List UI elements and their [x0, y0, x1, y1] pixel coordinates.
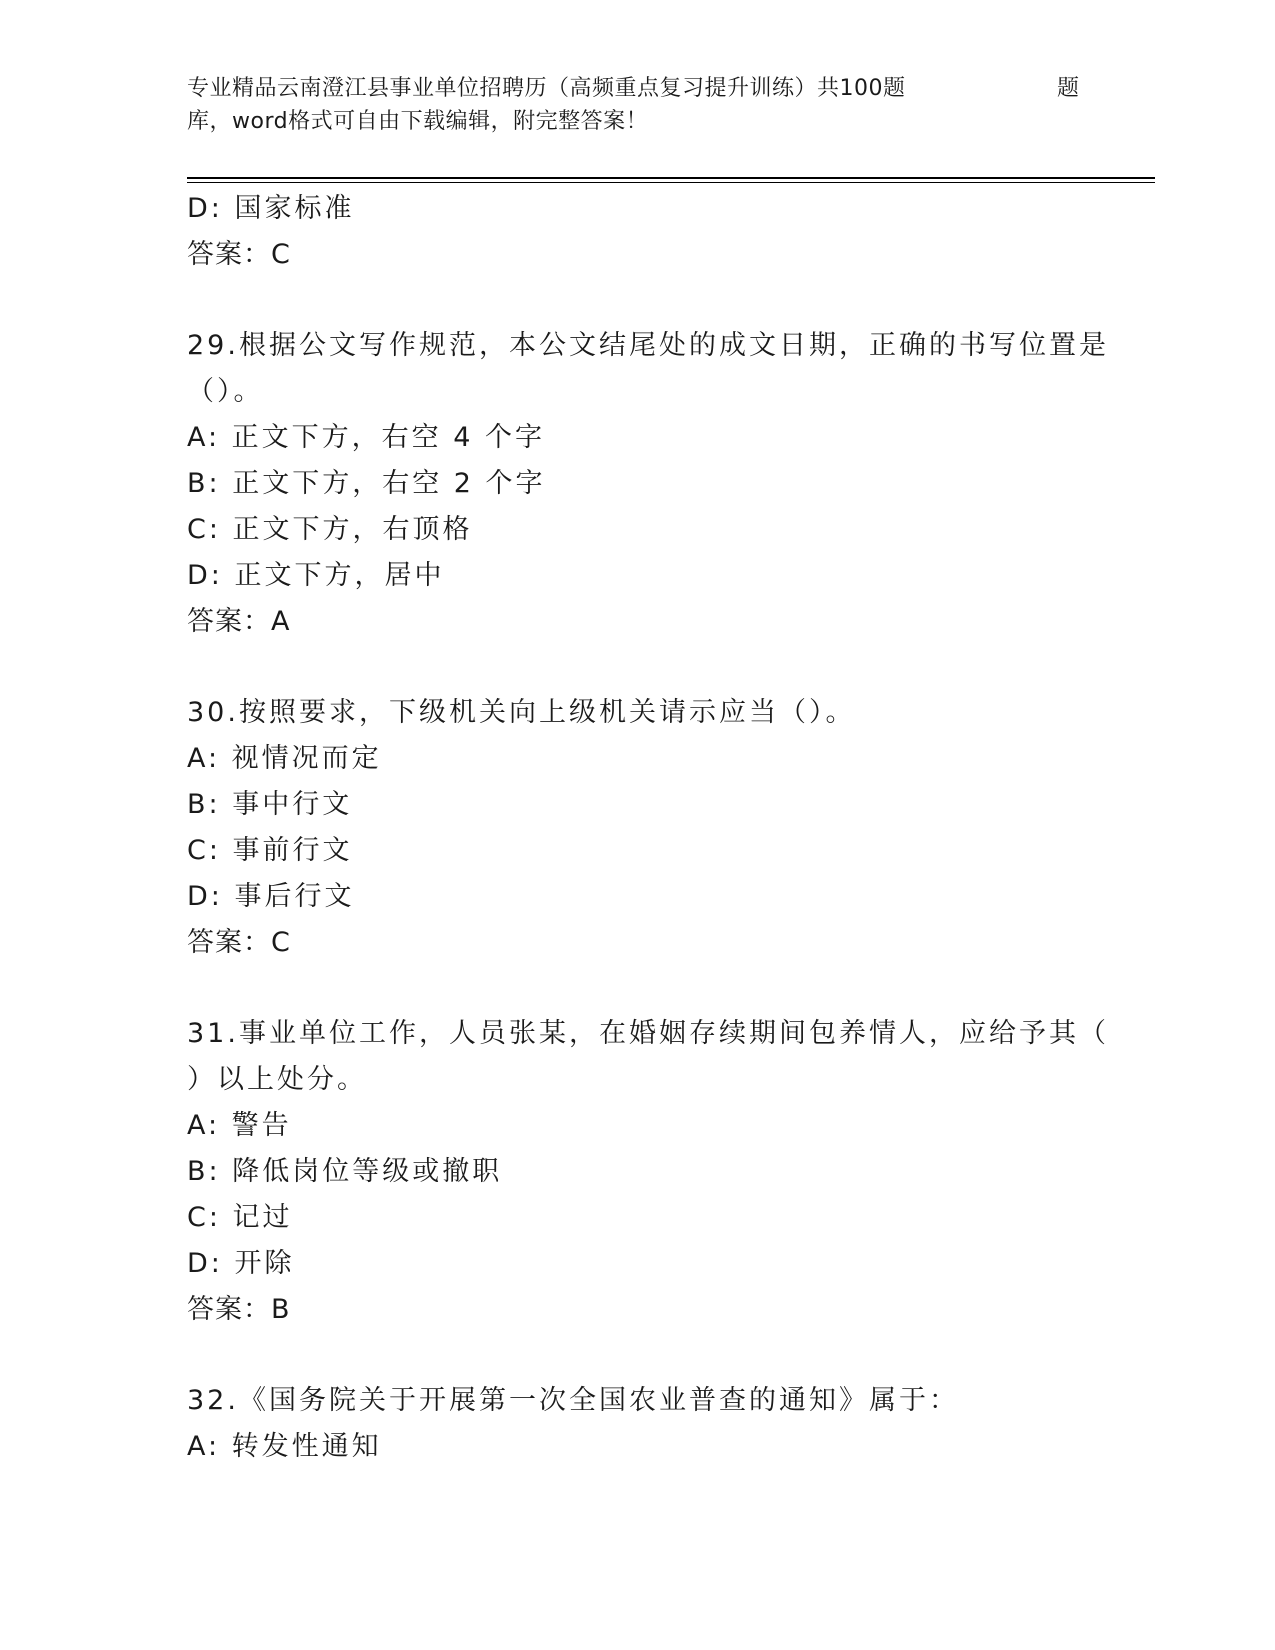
spacer [187, 1333, 1087, 1378]
spacer [187, 278, 1087, 323]
option-a: A: 视情况而定 [187, 743, 382, 774]
option-a: A: 正文下方，右空 4 个字 [187, 422, 546, 453]
question-block-31 [187, 1011, 1109, 1333]
option-c: C: 记过 [187, 1202, 293, 1233]
header-rule-thin [187, 182, 1155, 183]
option-c: C: 事前行文 [187, 835, 353, 866]
option-d: D: 国家标准 [187, 193, 355, 224]
option-d: D: 正文下方，居中 [187, 560, 445, 591]
question-block-32 [187, 1378, 1087, 1470]
header-line-2: 库，word格式可自由下载编辑，附完整答案！ [187, 109, 649, 134]
question-block-30 [187, 690, 1087, 966]
header-rule-thick [187, 177, 1155, 179]
question-stem-continued: （）。 [187, 376, 264, 407]
spacer [187, 645, 1087, 690]
option-d: D: 事后行文 [187, 881, 355, 912]
option-a: A: 转发性通知 [187, 1431, 382, 1462]
question-block-prev [187, 186, 1087, 278]
question-stem-continued: ）以上处分。 [187, 1064, 367, 1095]
question-stem: 31.事业单位工作，人员张某，在婚姻存续期间包养情人，应给予其（ [187, 1018, 1109, 1049]
question-block-29 [187, 323, 1109, 645]
answer-line: 答案：C [187, 927, 291, 958]
question-stem: 29.根据公文写作规范，本公文结尾处的成文日期，正确的书写位置是 [187, 330, 1109, 361]
header-title-tail: 题 [1057, 76, 1080, 101]
option-b: B: 正文下方，右空 2 个字 [187, 468, 546, 499]
page-header [187, 72, 1087, 138]
header-title: 专业精品云南澄江县事业单位招聘历（高频重点复习提升训练）共100题 [187, 76, 906, 101]
option-d: D: 开除 [187, 1248, 295, 1279]
question-stem: 32.《国务院关于开展第一次全国农业普查的通知》属于： [187, 1385, 959, 1416]
question-stem: 30.按照要求，下级机关向上级机关请示应当（）。 [187, 697, 856, 728]
answer-line: 答案：A [187, 606, 291, 637]
spacer [187, 966, 1087, 1011]
answer-line: 答案：C [187, 239, 291, 270]
answer-line: 答案：B [187, 1294, 291, 1325]
option-c: C: 正文下方，右顶格 [187, 514, 473, 545]
option-a: A: 警告 [187, 1110, 292, 1141]
option-b: B: 事中行文 [187, 789, 353, 820]
question-content [187, 186, 1109, 1470]
option-b: B: 降低岗位等级或撤职 [187, 1156, 503, 1187]
header-line-1 [187, 72, 1087, 105]
